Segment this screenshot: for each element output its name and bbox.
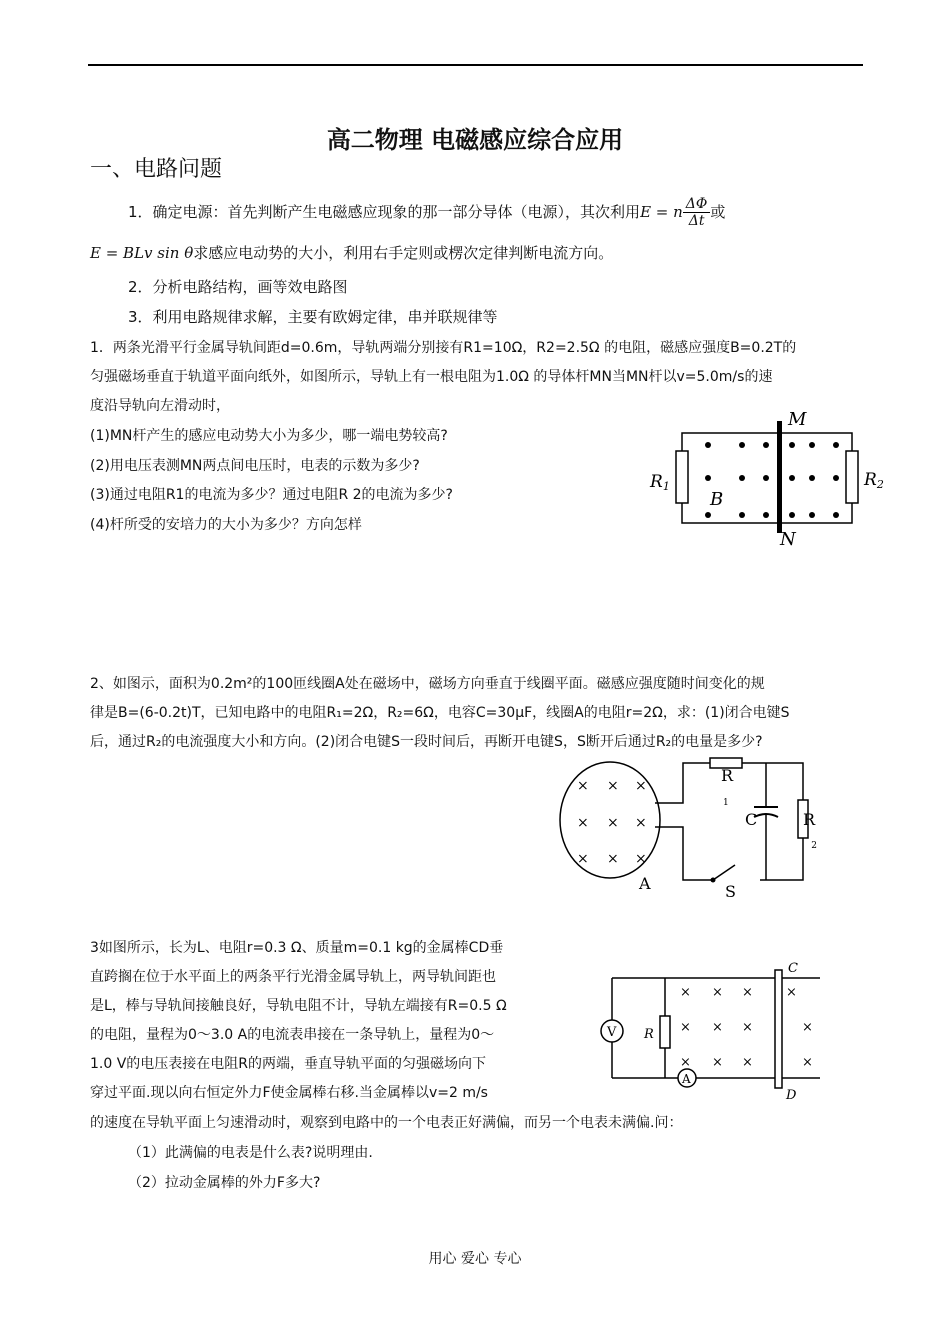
label-c: C <box>745 810 758 829</box>
problem3-question-1: （1）此满偏的电表是什么表?说明理由. <box>128 1145 373 1161</box>
problem3-line-1: 3如图所示，长为L、电阻r=0.3 Ω、质量m=0.1 kg的金属棒CD垂 <box>90 940 504 956</box>
label-d: D <box>786 1088 797 1103</box>
svg-text:×: × <box>607 778 619 794</box>
problem3-line-3: 是L，棒与导轨间接触良好，导轨电阻不计，导轨左端接有R=0.5 Ω <box>90 998 507 1014</box>
svg-text:×: × <box>635 851 647 867</box>
svg-text:×: × <box>577 815 589 831</box>
problem3-line-4: 的电阻，量程为0～3.0 A的电流表串接在一条导轨上，量程为0～ <box>90 1027 495 1043</box>
problem1-question-1: (1)MN杆产生的感应电动势大小为多少，哪一端电势较高? <box>90 428 448 444</box>
intro-step-3: 3．利用电路规律求解，主要有欧姆定律，串并联规律等 <box>128 308 498 326</box>
label-r1: R <box>721 766 734 785</box>
label-v: V <box>607 1025 617 1040</box>
resistor-r2 <box>846 451 858 503</box>
label-r2: R <box>802 810 815 829</box>
label-r: R <box>644 1027 654 1042</box>
switch-s <box>713 865 735 880</box>
top-rule <box>88 64 863 66</box>
label-a: A <box>639 874 651 893</box>
problem2-line-2: 律是B=(6-0.2t)T，已知电路中的电阻R₁=2Ω，R₂=6Ω，电容C=30μF，线圈A的电阻r=2Ω，求：(1)闭合电键S <box>90 705 790 721</box>
svg-text:×: × <box>635 778 647 794</box>
problem1-question-2: (2)用电压表测MN两点间电压时，电表的示数为多少? <box>90 458 420 474</box>
problem2-line-3: 后，通过R₂的电流强度大小和方向。(2)闭合电键S一段时间后，再断开电键S，S断开后通过R₂的电量是多少? <box>90 734 763 750</box>
label-n: N <box>780 529 796 550</box>
problem2-figure <box>555 755 815 905</box>
intro-line-2: E = BLv sin θ求感应电动势的大小，利用右手定则或楞次定律判断电流方向。 <box>90 244 614 262</box>
intro-line-1: 1．确定电源：首先判断产生电磁感应现象的那一部分导体（电源），其次利用E = n $\frac{\Delta\Phi}{\Delta t}$ 或 <box>128 196 726 229</box>
problem3-figure <box>590 958 840 1103</box>
svg-text:×: × <box>712 985 723 1000</box>
svg-text:×: × <box>802 1055 813 1070</box>
label-r2: R2 <box>864 470 884 491</box>
field-crosses <box>577 778 647 867</box>
formula-fraction: $\frac{\Delta\Phi}{\Delta t}$ <box>683 196 711 229</box>
page-title: 高二物理 电磁感应综合应用 <box>326 126 624 154</box>
problem1-line-3: 度沿导轨向左滑动时， <box>90 398 230 414</box>
svg-text:×: × <box>577 851 589 867</box>
svg-text:×: × <box>635 815 647 831</box>
problem3-line-2: 直跨搁在位于水平面上的两条平行光滑金属导轨上，两导轨间距也 <box>90 969 496 985</box>
label-r2-sub: 2 <box>811 841 817 851</box>
formula-emf-n: E = n <box>640 203 683 221</box>
formula-emf-blv: E = BLv sin θ <box>90 244 194 262</box>
problem2-line-1: 2、如图示，面积为0.2m²的100匝线圈A处在磁场中，磁场方向垂直于线圈平面。磁感应强度随时间变化的规 <box>90 676 765 692</box>
resistor-r <box>660 1016 670 1048</box>
label-m: M <box>788 409 807 430</box>
svg-text:×: × <box>786 985 797 1000</box>
svg-text:×: × <box>742 985 753 1000</box>
problem3-line-7: 的速度在导轨平面上匀速滑动时，观察到电路中的一个电表正好满偏，而另一个电表未满偏.问： <box>90 1115 683 1131</box>
resistor-r1 <box>676 451 688 503</box>
field-dots <box>705 442 839 518</box>
footer-text: 用心 爱心 专心 <box>428 1251 522 1267</box>
svg-text:×: × <box>742 1020 753 1035</box>
svg-text:×: × <box>712 1055 723 1070</box>
intro-step-2: 2．分析电路结构，画等效电路图 <box>128 278 348 296</box>
section-heading: 一、电路问题 <box>90 157 223 182</box>
problem1-question-3: (3)通过电阻R1的电流为多少？通过电阻R 2的电流为多少? <box>90 487 453 503</box>
field-crosses <box>680 985 813 1070</box>
label-r1-sub: 1 <box>723 798 729 808</box>
label-s: S <box>725 882 736 901</box>
rod-mn <box>777 421 782 533</box>
problem1-figure <box>640 405 900 550</box>
label-r1: R1 <box>650 472 670 493</box>
problem3-question-2: （2）拉动金属棒的外力F多大? <box>128 1175 321 1191</box>
svg-text:×: × <box>607 851 619 867</box>
problem3-line-6: 穿过平面.现以向右恒定外力F使金属棒右移.当金属棒以v=2 m/s <box>90 1085 488 1101</box>
problem1-question-4: (4)杆所受的安培力的大小为多少？方向怎样 <box>90 517 362 533</box>
problem3-line-5: 1.0 V的电压表接在电阻R的两端，垂直导轨平面的匀强磁场向下 <box>90 1056 487 1072</box>
wire-bottom <box>655 827 713 880</box>
svg-text:×: × <box>680 1055 691 1070</box>
label-c: C <box>788 961 798 976</box>
svg-text:×: × <box>680 985 691 1000</box>
svg-text:×: × <box>577 778 589 794</box>
label-b: B <box>710 489 724 510</box>
rod-cd <box>775 970 782 1088</box>
svg-text:×: × <box>712 1020 723 1035</box>
svg-text:×: × <box>742 1055 753 1070</box>
problem1-line-1: 1．两条光滑平行金属导轨间距d=0.6m，导轨两端分别接有R1=10Ω，R2=2.5Ω 的电阻，磁感应强度B=0.2T的 <box>90 340 797 356</box>
svg-text:×: × <box>607 815 619 831</box>
svg-text:×: × <box>802 1020 813 1035</box>
svg-text:×: × <box>680 1020 691 1035</box>
label-a: A <box>682 1072 691 1086</box>
problem1-line-2: 匀强磁场垂直于轨道平面向纸外，如图所示，导轨上有一根电阻为1.0Ω 的导体杆MN当MN杆以v=5.0m/s的速 <box>90 369 773 385</box>
